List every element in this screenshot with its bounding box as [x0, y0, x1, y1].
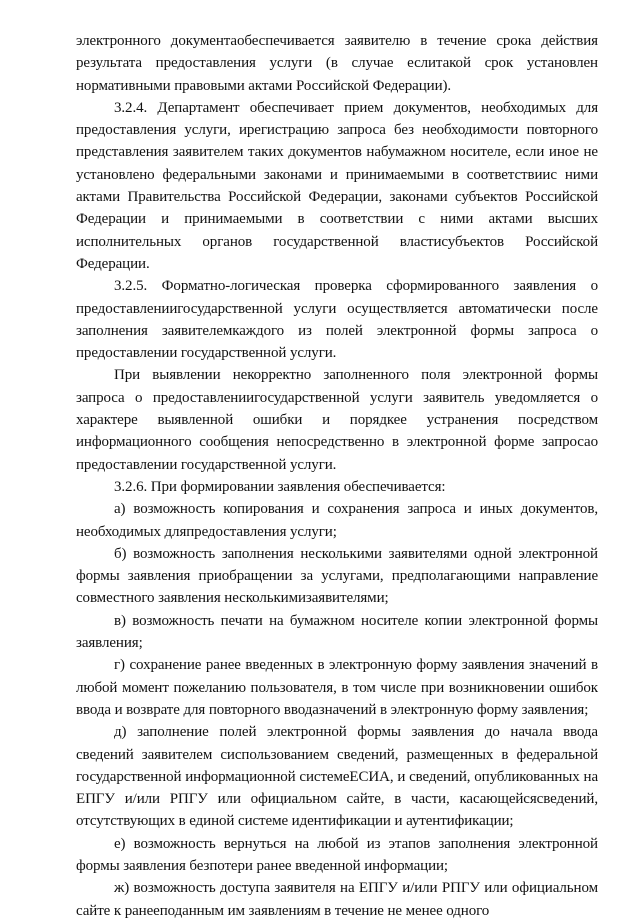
list-item-v: в) возможность печати на бумажном носителе копии электронной формы заявления;: [76, 612, 598, 652]
list-item-a: а) возможность копирования и сохранения запроса и иных документов, необходимых дляпредоставления услуги;: [76, 501, 598, 540]
paragraph-3-2-5: 3.2.5. Форматно-логическая проверка сформированного заявления о предоставлениигосударственной услуги осуществляется автоматически после заполнения заявителемкаждого из полей электронной формы запроса о предоставлении государственной услуги.: [76, 278, 598, 362]
list-item-g: г) сохранение ранее введенных в электронную форму заявления значений в любой момент пожеланию пользователя, в том числе при возникновении ошибок ввода и возврате для повторного вводазначений в электронную форму заявления;: [76, 657, 598, 718]
list-item-zh: ж) возможность доступа заявителя на ЕПГУ и/или РПГУ или официальном сайте к ранееподанным им заявлениям в течение не менее одного: [76, 880, 598, 919]
paragraph-3-2-4: 3.2.4. Департамент обеспечивает прием документов, необходимых для предоставления услуги, ирегистрацию запроса без необходимости повторного представления заявителем таких документов набумажном носителе, если иное не установлено федеральными законами и принимаемыми в соответствиис ними актами Правительства Российской Федерации, законами субъектов Российской Федерации и принимаемыми в соответствии с ними актами высших исполнительных органов государственной властисубъектов Российской Федерации.: [76, 99, 598, 272]
paragraph-3-2-6: 3.2.6. При формировании заявления обеспечивается:: [114, 478, 446, 495]
paragraph-continuation: электронного документаобеспечивается заявителю в течение срока действия результата предоставления услуги (в случае еслитакой срок установлен нормативными правовыми актами Российской Федерации).: [76, 33, 598, 94]
paragraph-error-notification: При выявлении некорректно заполненного поля электронной формы запроса о предоставлениигосударственной услуги заявитель уведомляется о характере выявленной ошибки и порядкее устранения посредством информационного сообщения непосредственно в электронной форме запросао предоставлении государственной услуги.: [76, 367, 598, 473]
list-item-e: е) возможность вернуться на любой из этапов заполнения электронной формы заявления безпотери ранее введенной информации;: [76, 835, 598, 874]
list-item-d: д) заполнение полей электронной формы заявления до начала ввода сведений заявителем сиспользованием сведений, размещенных в федеральной государственной информационной системеЕСИА, и сведений, опубликованных на ЕПГУ и/или РПГУ или официальном сайте, в части, касающейсясведений, отсутствующих в единой системе идентификации и аутентификации;: [76, 724, 598, 830]
document-text: [76, 30, 598, 922]
list-item-b: б) возможность заполнения несколькими заявителями одной электронной формы заявления приобращении за услугами, предполагающими направление совместного заявления несколькимизаявителями;: [76, 545, 598, 607]
